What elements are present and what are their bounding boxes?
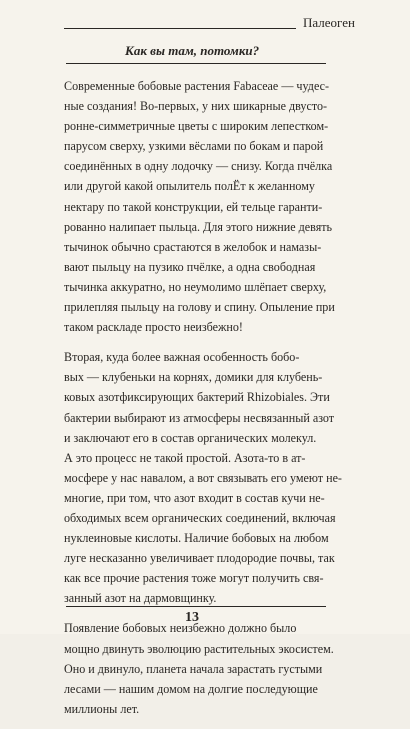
text-line: парусом сверху, узкими вёслами по бокам и парой [64,139,324,154]
text-line: нуклеиновые кислоты. Наличие бобовых на любом [64,531,329,546]
text-line: Вторая, куда более важная особенность бобо- [64,350,300,365]
paragraph-1 [64,76,339,337]
text-line: вых — клубеньки на корнях, домики для клубень- [64,370,323,385]
sidebar-bottom-rule [66,606,326,607]
text-line: мощно двинуть эволюцию растительных экосистем. [64,641,334,656]
header-rule [64,28,296,29]
text-line: и заключают его в состав органических молекул. [64,430,317,445]
text-line: обходимых всем органических соединений, включая [64,510,336,525]
sidebar-title: Как вы там, потомки? [125,43,260,58]
text-line: вают пыльцу на пузико пчёлке, а одна свободная [64,259,316,274]
text-line: тычинок обычно срастаются в желобок и намазы- [64,239,322,254]
paragraph-2 [64,347,342,608]
running-head: Палеоген [303,15,355,30]
text-line: таком раскладе просто неизбежно! [64,320,243,335]
body-text [64,76,342,729]
text-line: соединённых в одну лодочку — снизу. Когда пчёлка [64,159,333,174]
text-line: ковых азотфиксирующих бактерий Rhizobiales. Эти [64,390,330,405]
text-line: прилепляя пыльцу на голову и спину. Опыление при [64,300,335,315]
text-line: бактерии выбирают из атмосферы несвязанный азот [64,410,335,425]
text-line: луге несказанно увеличивает плодородие почвы, так [64,551,335,566]
text-line: ные создания! Во-первых, у них шикарные двусто- [64,99,328,114]
text-line: Современные бобовые растения Fabaceae — чудес- [64,79,330,93]
text-line: или другой какой опылитель полЁт к желанному [64,179,315,194]
text-line: многие, при том, что азот входит в состав кучи не- [64,490,325,505]
sidebar-top-rule [66,63,326,64]
text-line: А это процесс не такой простой. Азота-то в ат- [64,450,306,465]
paragraph-3 [64,618,339,718]
text-line: тычинка аккуратно, но неумолимо шлёпает сверху, [64,279,327,294]
text-line: как все прочие растения тоже могут получить свя- [64,571,324,586]
text-line: занный азот на дармовщинку. [64,591,217,606]
text-line: мосфере у нас навалом, а вот связывать его умеют не- [64,470,342,485]
text-line: рованно налипает пыльца. Для этого нижние девять [64,219,333,234]
text-line: ронне-симметричные цветы с широким лепестком- [64,119,329,134]
page-number: 13 [185,610,199,625]
text-line: миллионы лет. [64,701,140,716]
text-line: нектару по такой конструкции, ей тельце гаранти- [64,199,323,214]
text-line: Оно и двинуло, планета начала зарастать густыми [64,661,323,676]
text-line: лесами — нашим домом на долгие последующие [64,681,318,696]
text-line: Появление бобовых неизбежно должно было [64,621,297,636]
